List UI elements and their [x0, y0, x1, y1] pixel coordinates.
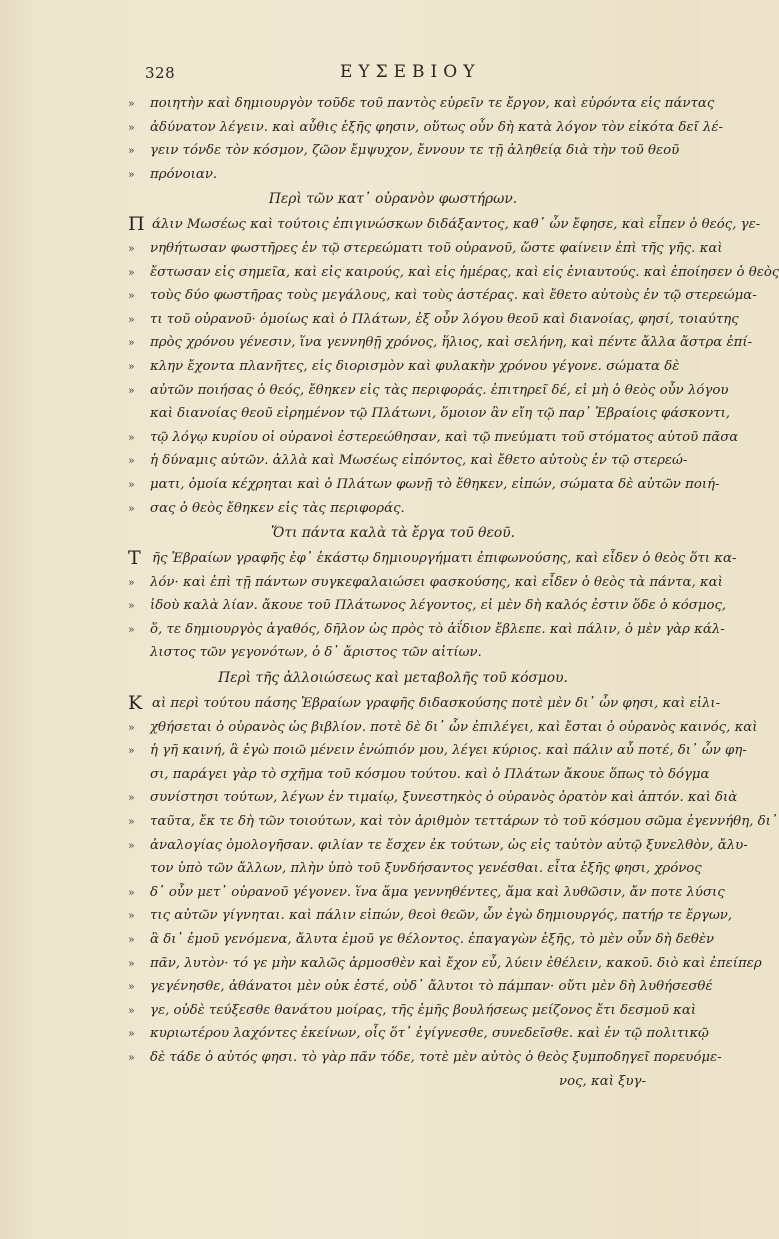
- quotation-mark: »: [128, 575, 135, 589]
- line-text: κλην ἔχοντα πλανῆτες, εἰς διορισμὸν καὶ φυλακὴν χρόνου γέγονε. σώματα δὲ: [150, 358, 680, 374]
- line-text: τοὺς δύο φωστῆρας τοὺς μεγάλους, καὶ τοὺς ἀστέρας. καὶ ἔθετο αὐτοὺς ἐν τῷ στερεώμα-: [150, 288, 757, 304]
- text-line: [128, 975, 713, 999]
- quotation-mark: »: [128, 933, 135, 946]
- line-text: ἡ δύναμις αὐτῶν. ἀλλὰ καὶ Μωσέως εἰπόντος, καὶ ἔθετο αὐτοὺς ἐν τῷ στερεώ-: [150, 453, 688, 469]
- line-text: δὲ τάδε ὁ αὐτός φησι. τὸ γὰρ πᾶν τόδε, τοτὲ μὲν αὐτὸς ὁ θεὸς ξυμποδηγεῖ πορευόμε-: [150, 1049, 722, 1065]
- quotation-mark: »: [128, 599, 135, 613]
- quotation-mark: »: [128, 383, 135, 397]
- line-text: λιστος τῶν γεγονότων, ὁ δ᾽ ἄριστος τῶν αἰτίων.: [150, 645, 482, 661]
- text-line: [128, 904, 733, 928]
- line-text: τον ὑπὸ τῶν ἄλλων, πλὴν ὑπὸ τοῦ ξυνδήσαντος γενέσθαι. εἶτα ἑξῆς φησι, χρόνος: [150, 861, 702, 877]
- line-text: ἀναλογίας ὁμολογῆσαν. φιλίαν τε ἔσχεν ἐκ τούτων, ὡς εἰς ταὐτὸν αὐτῷ ξυνελθὸν, ἄλυ-: [150, 837, 748, 853]
- line-text: γειν τόνδε τὸν κόσμον, ζῶον ἔμψυχον, ἔννουν τε τῇ ἀληθείᾳ διὰ τὴν τοῦ θεοῦ: [150, 143, 680, 159]
- quotation-mark: »: [128, 791, 135, 805]
- text-line: [128, 1022, 709, 1046]
- greek-text-body: [128, 92, 779, 1093]
- line-text: γεγένησθε, ἀθάνατοι μὲν οὐκ ἐστέ, οὐδ᾽ ἄλυτοι τὸ πάμπαν· οὔτι μὲν δὴ λυθήσεσθέ: [150, 979, 713, 995]
- text-line: [128, 139, 680, 163]
- text-line: [128, 1046, 722, 1070]
- quotation-mark: »: [128, 336, 135, 350]
- text-line: [128, 739, 747, 763]
- text-line: [128, 692, 721, 716]
- initial-letter: Τ: [128, 547, 141, 570]
- catchword-line: [128, 1070, 658, 1094]
- text-line: [128, 928, 715, 952]
- line-text: κυριωτέρου λαχόντες ἐκείνων, οἷς ὅτ᾽ ἐγίγνεσθε, συνεδεῖσθε. καὶ ἐν τῷ πολιτικῷ: [150, 1026, 709, 1042]
- text-line: [128, 449, 688, 473]
- line-text: νηθήτωσαν φωστῆρες ἐν τῷ στερεώματι τοῦ οὐρανοῦ, ὥστε φαίνειν ἐπὶ τῆς γῆς. καὶ: [150, 240, 723, 256]
- text-line: [128, 786, 738, 810]
- line-text: τι τοῦ οὐρανοῦ· ὁμοίως καὶ ὁ Πλάτων, ἐξ οὖν λόγου θεοῦ καὶ διανοίας, φησί, τοιαύτης: [150, 311, 739, 327]
- quotation-mark: »: [128, 720, 135, 734]
- running-title: ΕΥΣΕΒΙΟΥ: [340, 62, 481, 82]
- quotation-mark: »: [128, 454, 135, 468]
- text-line: [128, 952, 762, 976]
- text-line: [128, 834, 748, 858]
- text-line: [128, 594, 727, 618]
- line-text: τῷ λόγῳ κυρίου οἱ οὐρανοὶ ἐστερεώθησαν, καὶ τῷ πνεύματι τοῦ στόματος αὐτοῦ πᾶσα: [150, 429, 739, 445]
- section-heading: Περὶ τῶν κατ᾽ οὐρανὸν φωστήρων.: [268, 191, 518, 208]
- line-text: ταῦτα, ἔκ τε δὴ τῶν τοιούτων, καὶ τὸν ἀριθμὸν τεττάρων τὸ τοῦ κόσμου σῶμα ἐγεννήθη, δι᾽: [150, 814, 778, 830]
- text-line: [128, 331, 753, 355]
- quotation-mark: »: [128, 97, 135, 110]
- text-line: [128, 402, 731, 426]
- line-text: νος, καὶ ξυγ-: [559, 1073, 646, 1089]
- line-text: σι, παράγει γὰρ τὸ σχῆμα τοῦ κόσμου τούτου. καὶ ὁ Πλάτων ἄκουε ὅπως τὸ δόγμα: [150, 766, 710, 782]
- text-line: [128, 571, 723, 595]
- line-text: ἀδύνατον λέγειν. καὶ αὖθις ἑξῆς φησιν, οὕτως οὖν δὴ κατὰ λόγον τὸν εἰκότα δεῖ λέ-: [150, 119, 723, 135]
- text-line: [128, 618, 725, 642]
- quotation-mark: »: [128, 144, 135, 158]
- quotation-mark: »: [128, 1027, 135, 1041]
- text-line: [128, 547, 737, 571]
- quotation-mark: »: [128, 744, 135, 758]
- line-text: τις αὐτῶν γίγνηται. καὶ πάλιν εἰπών, θεοὶ θεῶν, ὧν ἐγὼ δημιουργός, πατήρ τε ἔργων,: [150, 908, 733, 924]
- text-line: [128, 716, 758, 740]
- quotation-mark: »: [128, 167, 135, 181]
- text-line: [128, 999, 697, 1023]
- section-heading: Περὶ τῆς ἀλλοιώσεως καὶ μεταβολῆς τοῦ κόσμου.: [218, 670, 568, 687]
- line-text: ἰδοὺ καλὰ λίαν. ἄκουε τοῦ Πλάτωνος λέγοντος, εἰ μὲν δὴ καλός ἐστιν ὅδε ὁ κόσμος,: [150, 598, 727, 614]
- text-line: [128, 308, 739, 332]
- quotation-mark: »: [128, 477, 135, 491]
- text-line: [128, 284, 757, 308]
- line-text: γε, οὐδὲ τεύξεσθε θανάτου μοίρας, τῆς ἐμῆς βουλήσεως μείζονος ἔτι δεσμοῦ καὶ: [150, 1002, 697, 1018]
- text-line: [128, 641, 658, 665]
- quotation-mark: »: [128, 622, 135, 636]
- line-text: λόν· καὶ ἐπὶ τῇ πάντων συγκεφαλαιώσει φασκούσης, καὶ εἶδεν ὁ θεὸς τὰ πάντα, καὶ: [150, 574, 723, 590]
- line-text: πρὸς χρόνου γένεσιν, ἵνα γεννηθῇ χρόνος, ἥλιος, καὶ σελήνη, καὶ πέντε ἄλλα ἄστρα ἐπί-: [150, 335, 753, 351]
- line-text: άλιν Μωσέως καὶ τούτοις ἐπιγινώσκων διδάξαντος, καθ᾽ ὧν ἔφησε, καὶ εἶπεν ὁ θεός, γε-: [152, 217, 761, 233]
- text-line: [128, 261, 779, 285]
- quotation-mark: »: [128, 359, 135, 373]
- line-text: πρόνοιαν.: [150, 166, 218, 182]
- text-line: [128, 237, 723, 261]
- quotation-mark: »: [128, 980, 135, 994]
- text-line: [128, 497, 658, 521]
- line-text: χθήσεται ὁ οὐρανὸς ὡς βιβλίον. ποτὲ δὲ δι᾽ ὧν ἐπιλέγει, καὶ ἔσται ὁ οὐρανὸς καινός, καὶ: [150, 719, 758, 735]
- line-text: καὶ διανοίας θεοῦ εἰρημένον τῷ Πλάτωνι, ὅμοιον ἂν εἴη τῷ παρ᾽ Ἑβραίοις φάσκοντι,: [150, 406, 731, 422]
- text-line: [128, 213, 761, 237]
- text-line: [128, 355, 680, 379]
- line-text: συνίστησι τούτων, λέγων ἐν τιμαίῳ, ξυνεστηκὸς ὁ οὐρανὸς ὁρατὸν καὶ ἁπτόν. καὶ διὰ: [150, 790, 738, 806]
- line-text: ἡ γῆ καινή, ἃ ἐγὼ ποιῶ μένειν ἐνώπιόν μου, λέγει κύριος. καὶ πάλιν αὖ ποτέ, δι᾽ ὧν φη-: [150, 743, 747, 759]
- text-line: [128, 857, 702, 881]
- quotation-mark: »: [128, 1003, 135, 1017]
- line-text: αὐτῶν ποιήσας ὁ θεός, ἔθηκεν εἰς τὰς περιφοράς. ἐπιτηρεῖ δέ, εἰ μὴ ὁ θεὸς οὖν λόγου: [150, 382, 729, 398]
- initial-letter: Κ: [128, 692, 143, 715]
- text-line: [128, 810, 778, 834]
- text-line: [128, 473, 720, 497]
- line-text: σας ὁ θεὸς ἔθηκεν εἰς τὰς περιφοράς.: [150, 500, 405, 516]
- quotation-mark: »: [128, 838, 135, 852]
- section-heading: Ὅτι πάντα καλὰ τὰ ἔργα τοῦ θεοῦ.: [271, 525, 515, 542]
- text-line: [128, 92, 715, 116]
- line-text: ματι, ὁμοία κέχρηται καὶ ὁ Πλάτων φωνῇ τὸ ἔθηκεν, εἰπών, σώματα δὲ αὐτῶν ποιή-: [150, 476, 720, 492]
- page-number: 328: [145, 64, 176, 82]
- quotation-mark: »: [128, 120, 135, 134]
- quotation-mark: »: [128, 312, 135, 326]
- quotation-mark: »: [128, 1050, 135, 1064]
- line-text: ἔστωσαν εἰς σημεῖα, καὶ εἰς καιρούς, καὶ εἰς ἡμέρας, καὶ εἰς ἐνιαυτούς. καὶ ἐποίησεν ὁ θεὸς: [150, 264, 779, 280]
- line-text: πᾶν, λυτὸν· τό γε μὴν καλῶς ἁρμοσθὲν καὶ ἔχον εὖ, λύειν ἐθέλειν, κακοῦ. διὸ καὶ ἐπείπερ: [150, 955, 762, 971]
- quotation-mark: »: [128, 501, 135, 515]
- line-text: ῆς Ἑβραίων γραφῆς ἐφ᾽ ἑκάστῳ δημιουργήματι ἐπιφωνούσης, καὶ εἶδεν ὁ θεὸς ὅτι κα-: [152, 551, 737, 567]
- line-text: ἃ δι᾽ ἐμοῦ γενόμενα, ἄλυτα ἐμοῦ γε θέλοντος. ἐπαγαγὼν ἑξῆς, τὸ μὲν οὖν δὴ δεθὲν: [150, 932, 715, 947]
- quotation-mark: »: [128, 289, 135, 303]
- running-head: [0, 62, 700, 86]
- text-line: [128, 881, 725, 905]
- line-text: ὅ, τε δημιουργὸς ἀγαθός, δῆλον ὡς πρὸς τὸ ἀΐδιον ἔβλεπε. καὶ πάλιν, ὁ μὲν γὰρ κάλ-: [150, 621, 725, 637]
- line-text: αὶ περὶ τούτου πάσης Ἑβραίων γραφῆς διδασκούσης ποτὲ μὲν δι᾽ ὧν φησι, καὶ εἱλι-: [152, 696, 721, 712]
- text-line: [128, 163, 658, 187]
- quotation-mark: »: [128, 815, 135, 829]
- quotation-mark: »: [128, 909, 135, 923]
- text-line: [128, 426, 739, 450]
- quotation-mark: »: [128, 885, 135, 899]
- text-line: [128, 763, 710, 787]
- line-text: δ᾽ οὖν μετ᾽ οὐρανοῦ γέγονεν. ἵνα ἅμα γεννηθέντες, ἅμα καὶ λυθῶσιν, ἄν ποτε λύσις: [150, 884, 725, 900]
- quotation-mark: »: [128, 265, 135, 279]
- text-line: [128, 379, 729, 403]
- quotation-mark: »: [128, 430, 135, 444]
- quotation-mark: »: [128, 241, 135, 255]
- initial-letter: Π: [128, 213, 145, 236]
- quotation-mark: »: [128, 956, 135, 970]
- line-text: ποιητὴν καὶ δημιουργὸν τοῦδε τοῦ παντὸς εὑρεῖν τε ἔργον, καὶ εὑρόντα εἰς πάντας: [150, 96, 715, 111]
- text-line: [128, 116, 723, 140]
